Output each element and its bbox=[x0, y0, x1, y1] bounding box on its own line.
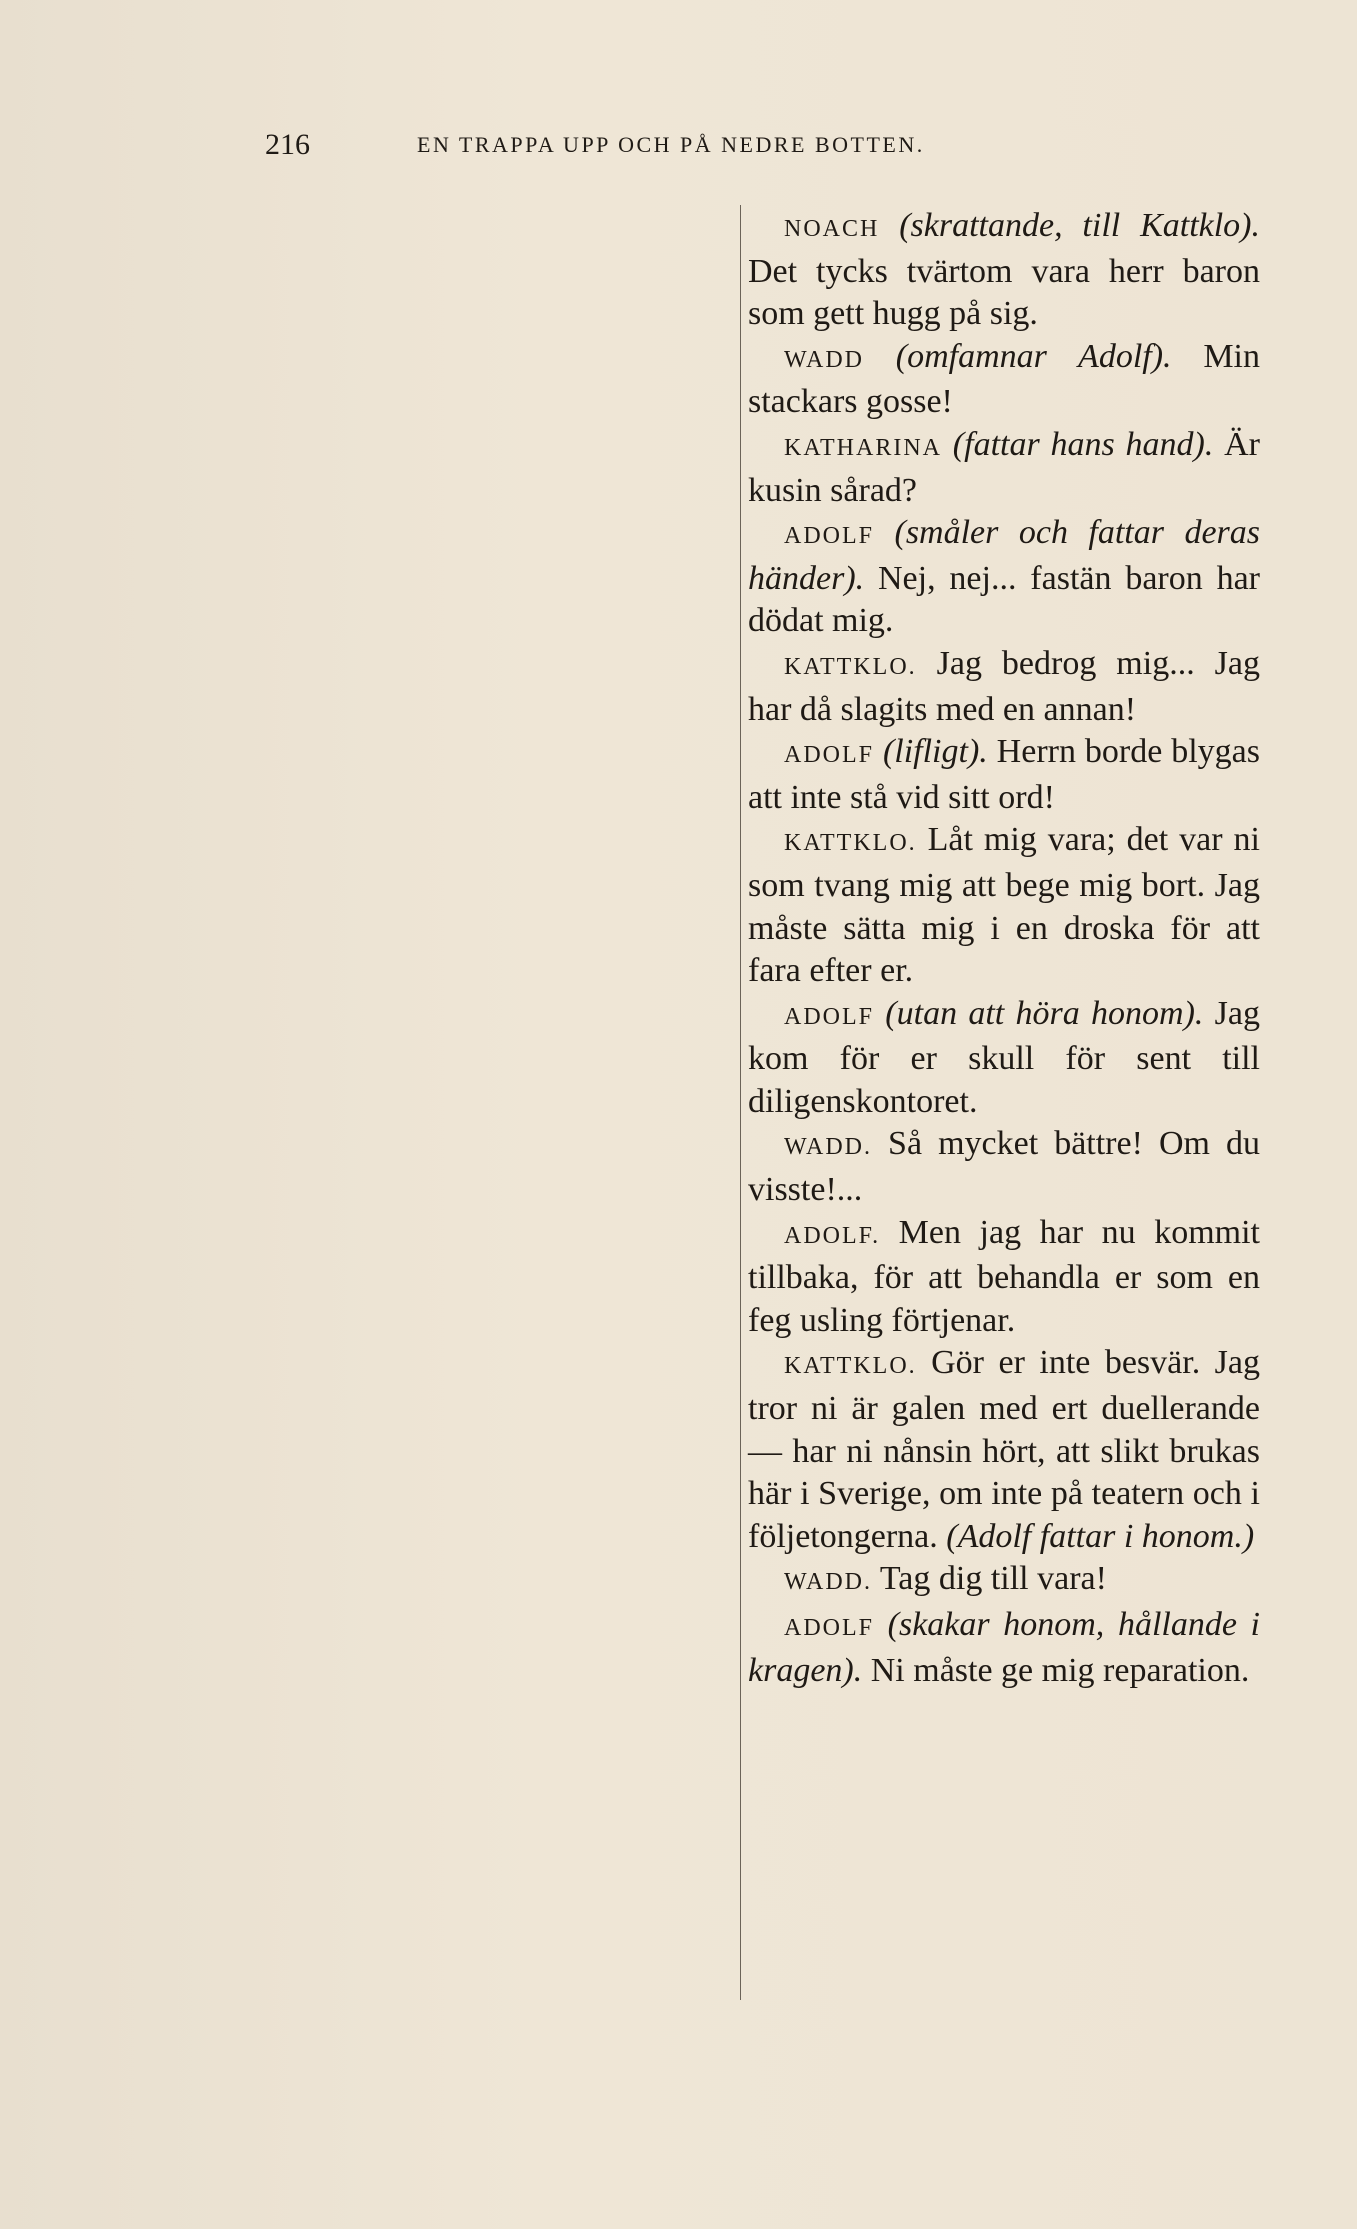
speaker-name: KATHARINA bbox=[784, 434, 942, 461]
speech-text: Är kusin sårad? bbox=[748, 425, 1260, 509]
speaker-name: KATTKLO. bbox=[784, 653, 917, 680]
speaker-name: KATTKLO. bbox=[784, 830, 917, 857]
speaker-name: ADOLF bbox=[784, 1615, 875, 1641]
stage-direction: (småler och fattar deras händer). bbox=[748, 514, 1261, 597]
speech-text: Nej, nej... fastän baron har dödat mig. bbox=[748, 559, 1260, 640]
speaker-name: ADOLF bbox=[784, 523, 875, 550]
speaker-name: ADOLF bbox=[784, 742, 875, 769]
speech-adolf bbox=[748, 1604, 1260, 1692]
page-header bbox=[265, 128, 1165, 168]
speaker-name: ADOLF. bbox=[784, 1222, 881, 1249]
stage-direction: (skakar honom, hållande i kragen). bbox=[748, 1606, 1261, 1689]
speech-wadd bbox=[748, 1123, 1260, 1211]
stage-direction: (Adolf fattar i honom.) bbox=[946, 1517, 1255, 1555]
speech-text: Jag kom för er skull för sent till diligenskontoret. bbox=[748, 994, 1260, 1120]
speech-wadd bbox=[748, 336, 1260, 424]
dialogue-column bbox=[748, 205, 1260, 1692]
speech-adolf bbox=[748, 731, 1260, 819]
page-number: 216 bbox=[265, 128, 310, 161]
speaker-name: WADD bbox=[784, 346, 864, 373]
speech-text: Låt mig vara; det var ni som tvang mig att bege mig bort. Jag måste sätta mig i en droska för att fara efter er. bbox=[748, 821, 1260, 990]
speech-text: Det tycks tvärtom vara herr baron som gett hugg på sig. bbox=[748, 252, 1260, 333]
speaker-name: WADD. bbox=[784, 1134, 872, 1161]
stage-direction: (lifligt). bbox=[882, 733, 988, 771]
stage-direction: (utan att höra honom). bbox=[885, 994, 1204, 1032]
speaker-name: KATTKLO. bbox=[784, 1353, 917, 1380]
speech-text: Men jag har nu kommit tillbaka, för att behandla er som en feg usling förtjenar. bbox=[748, 1213, 1260, 1339]
speech-text: Jag bedrog mig... Jag har då slagits med en annan! bbox=[748, 644, 1260, 728]
speech-adolf bbox=[748, 512, 1260, 643]
speech-text: Gör er inte besvär. Jag tror ni är galen med ert duellerande — har ni nånsin hört, att slikt brukas här i Sverige, om inte på teatern och i följetongerna. bbox=[748, 1344, 1260, 1555]
speech-noach bbox=[748, 205, 1260, 336]
speech-adolf bbox=[748, 1212, 1260, 1343]
column-rule bbox=[740, 205, 741, 2000]
stage-direction: (fattar hans hand). bbox=[952, 425, 1214, 463]
speaker-name: ADOLF bbox=[784, 1003, 875, 1030]
speech-adolf bbox=[748, 993, 1260, 1124]
speech-kattklo bbox=[748, 643, 1260, 731]
speech-kattklo bbox=[748, 819, 1260, 992]
speaker-name: NOACH bbox=[784, 216, 880, 242]
speech-text: Herrn borde blygas att inte stå vid sitt ord! bbox=[748, 733, 1260, 816]
speech-wadd bbox=[748, 1558, 1260, 1604]
speech-katharina bbox=[748, 424, 1260, 512]
speech-text: Så mycket bättre! Om du visste!... bbox=[748, 1125, 1260, 1209]
stage-direction: (omfamnar Adolf). bbox=[895, 337, 1172, 375]
speech-text: Tag dig till vara! bbox=[872, 1560, 1107, 1598]
running-title: EN TRAPPA UPP OCH PÅ NEDRE BOTTEN. bbox=[417, 132, 925, 157]
speech-kattklo bbox=[748, 1342, 1260, 1558]
speech-text: Min stackars gosse! bbox=[748, 337, 1261, 421]
stage-direction: (skrattande, till Kattklo). bbox=[899, 207, 1260, 244]
speaker-name: WADD. bbox=[784, 1569, 872, 1596]
speech-text: Ni måste ge mig reparation. bbox=[862, 1651, 1250, 1689]
